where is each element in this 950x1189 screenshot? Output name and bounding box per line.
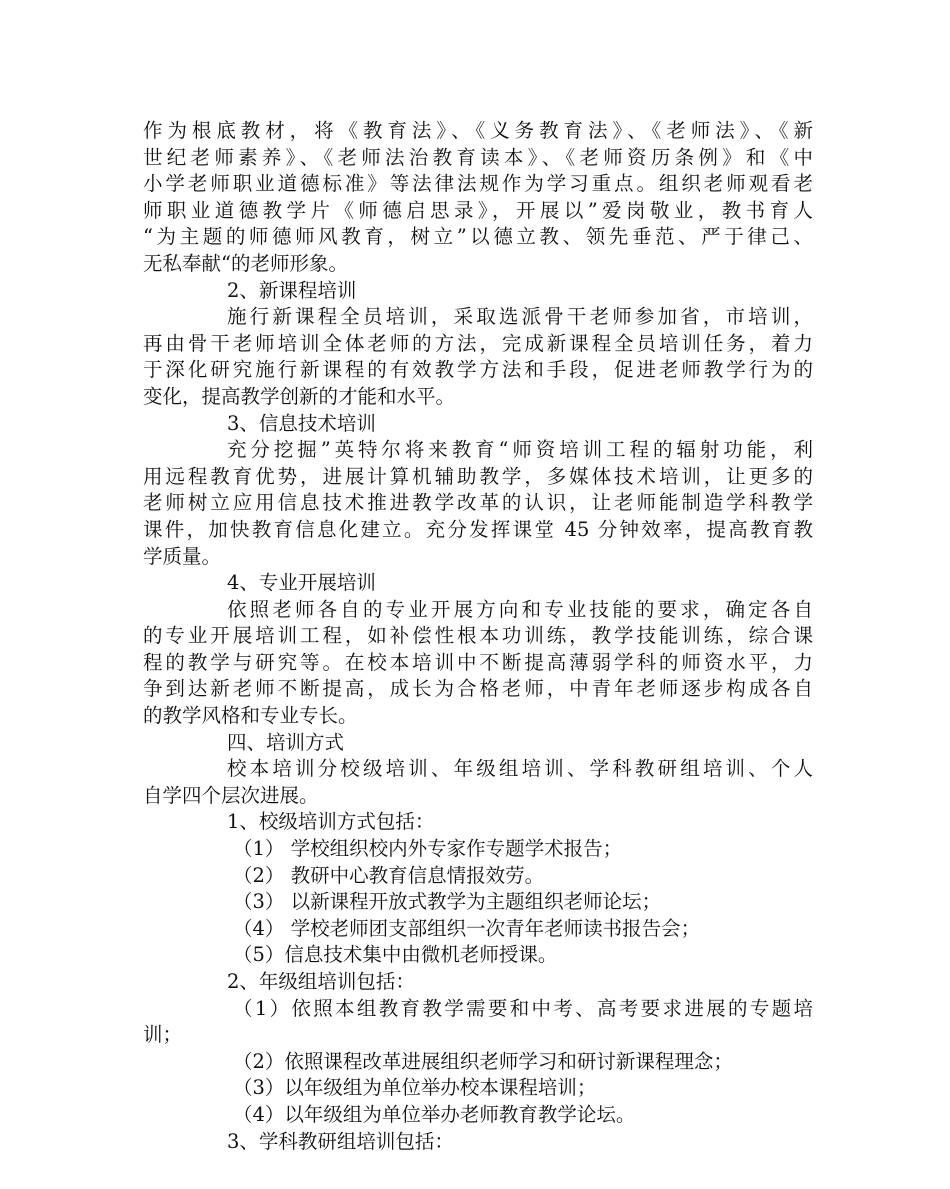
text-line: 作为根底教材，将《教育法》、《义务教育法》、《老师法》、《新	[143, 119, 813, 142]
text-line: 3、信息技术培训	[227, 411, 376, 435]
text-line: （4） 学校老师团支部组织一次青年老师读书报告会；	[233, 916, 701, 940]
text-line: 课件，加快教育信息化建立。充分发挥课堂 45 分钟效率，提高教育教	[143, 517, 813, 541]
text-line: 四、培训方式	[227, 730, 345, 754]
text-line: （1）依照本组教育教学需要和中考、高考要求进展的专题培	[233, 996, 813, 1020]
text-line: 自学四个层次进展。	[143, 783, 319, 807]
text-line: 小学老师职业道德标准》等法律法规作为学习重点。组织老师观看老	[143, 172, 813, 196]
text-line: 训；	[143, 1023, 183, 1047]
text-line: 师职业道德教学片《师德启思录》，开展以”爱岗敬业，教书育人	[143, 198, 813, 222]
text-line: （3）以年级组为单位举办校本课程培训；	[233, 1076, 597, 1100]
text-line: 用远程教育优势，进展计算机辅助教学，多媒体技术培训，让更多的	[143, 464, 813, 488]
text-line: （1） 学校组织校内外专家作专题学术报告；	[233, 837, 623, 861]
text-line: 4、专业开展培训	[227, 571, 376, 595]
text-line: （3） 以新课程开放式教学为主题组织老师论坛；	[233, 890, 662, 914]
text-line: 老师树立应用信息技术推进教学改革的认识，让老师能制造学科教学	[143, 491, 813, 515]
text-line: 充分挖掘”英特尔将来教育“师资培训工程的辐射功能，利	[227, 438, 813, 462]
text-line: （2） 教研中心教育信息情报效劳。	[233, 863, 545, 887]
document-page	[143, 118, 813, 1155]
text-line: 的教学风格和专业专长。	[143, 704, 358, 728]
text-line: 再由骨干老师培训全体老师的方法，完成新课程全员培训任务，着力	[143, 331, 813, 355]
text-line: （5）信息技术集中由微机老师授课。	[233, 943, 558, 967]
text-line: 2、年级组培训包括：	[227, 970, 415, 993]
text-line: 世纪老师素养》、《老师法治教育读本》、《老师资历条例》和《中	[143, 145, 813, 169]
text-line: 校本培训分校级培训、年级组培训、学科教研组培训、个人	[227, 757, 813, 781]
text-line: 争到达新老师不断提高，成长为合格老师，中青年老师逐步构成各自	[143, 677, 813, 701]
text-line: （2）依照课程改革进展组织老师学习和研讨新课程理念；	[233, 1049, 733, 1073]
text-line: 变化，提高教学创新的才能和水平。	[143, 384, 456, 408]
text-line: 的专业开展培训工程，如补偿性根本功训练，教学技能训练，综合课	[143, 624, 813, 648]
text-line: 依照老师各自的专业开展方向和专业技能的要求，确定各自	[227, 597, 813, 621]
text-line: 学质量。	[143, 544, 222, 568]
text-line: 施行新课程全员培训，采取选派骨干老师参加省，市培训，	[227, 305, 813, 329]
text-line: 无私奉献“的老师形象。	[143, 251, 348, 275]
text-line: “为主题的师德师风教育，树立”以德立教、领先垂范、严于律己、	[143, 225, 813, 249]
text-line: 1、校级培训方式包括：	[227, 810, 435, 834]
text-line: 于深化研究施行新课程的有效教学方法和手段，促进老师教学行为的	[143, 358, 813, 382]
text-line: 2、新课程培训	[227, 278, 357, 302]
text-line: 3、学科教研组培训包括：	[227, 1129, 454, 1153]
text-line: 程的教学与研究等。在校本培训中不断提高薄弱学科的师资水平，力	[143, 650, 813, 674]
text-line: （4）以年级组为单位举办老师教育教学论坛。	[233, 1102, 636, 1126]
